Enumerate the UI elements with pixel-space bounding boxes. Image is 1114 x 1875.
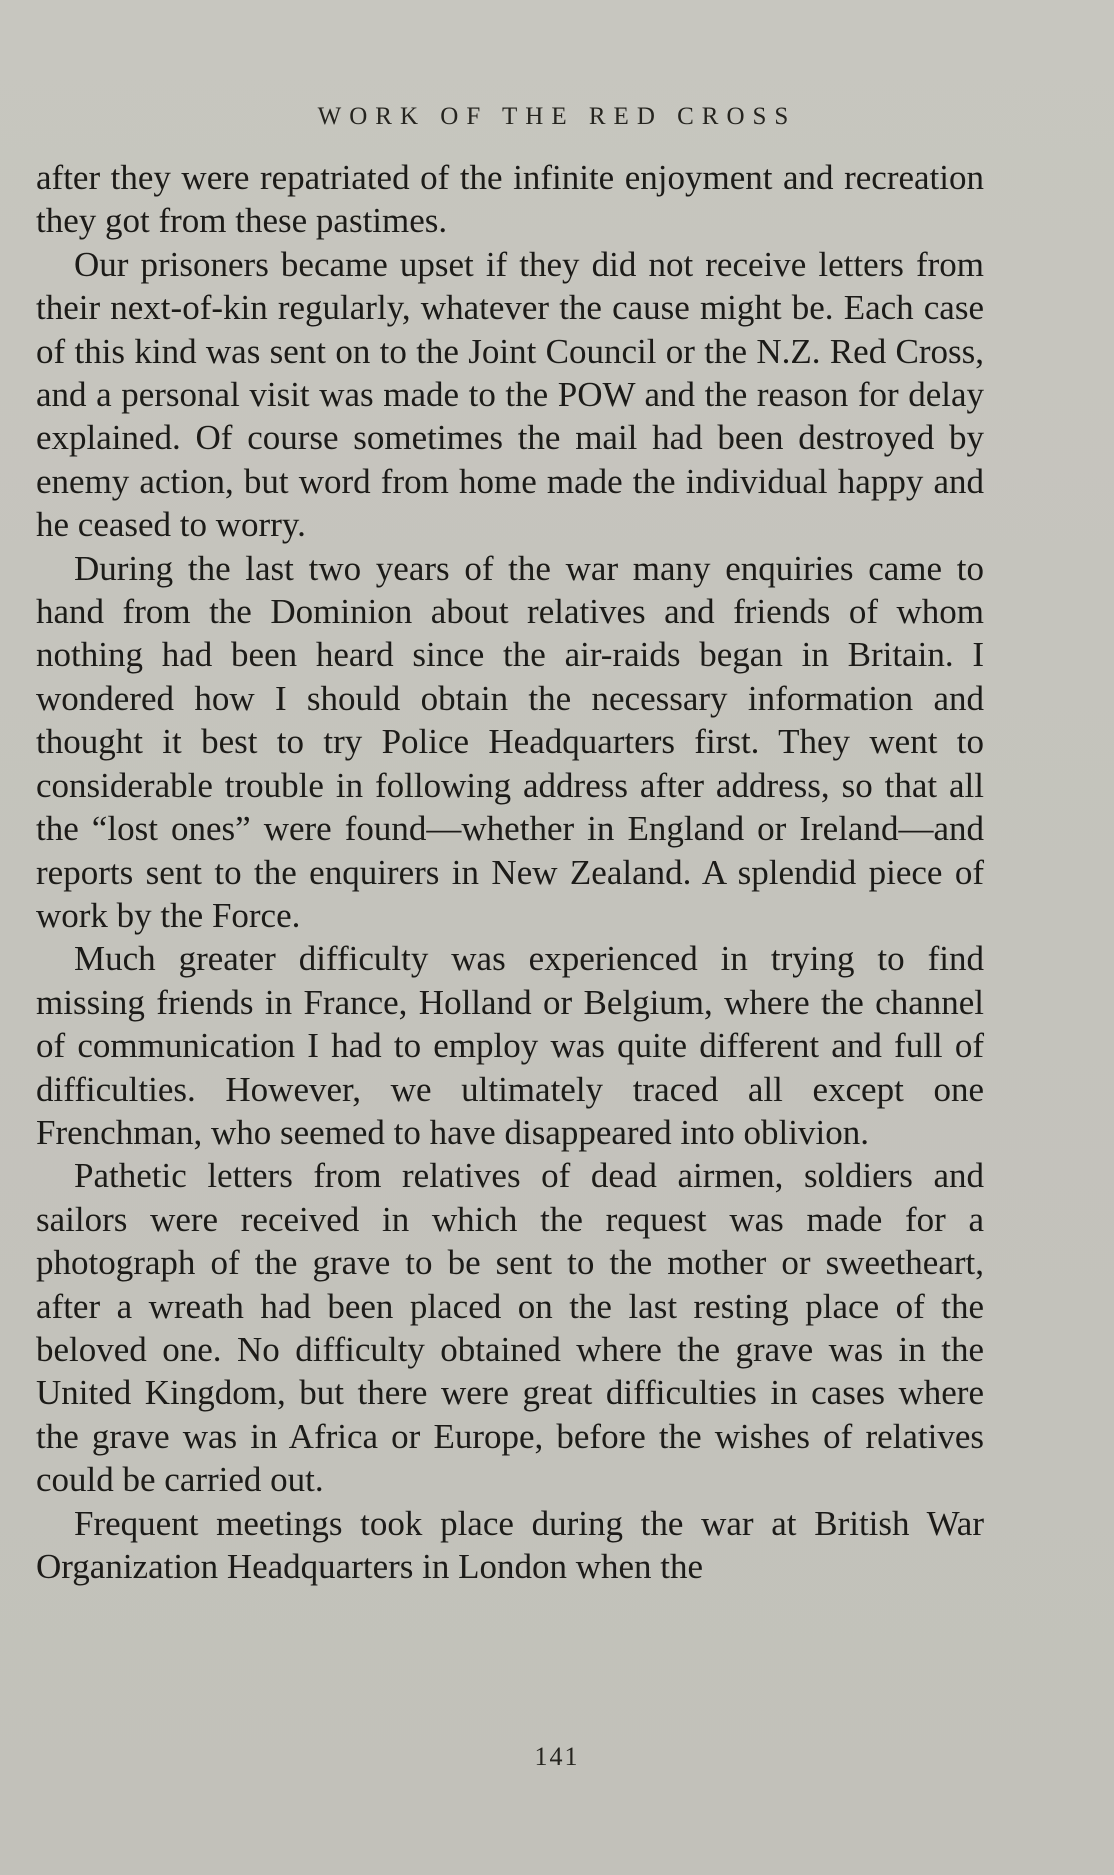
- paragraph-meetings: Frequent meetings took place during the war at British War Organization Headquarters in London when the: [36, 1503, 984, 1586]
- paragraph-prisoner-letters: Our prisoners became upset if they did not receive letters from their next-of-kin regularly, whatever the cause might be. Each case of this kind was sent on to the Joint Council or the N.Z. Red Cross, and a personal visit was made to the POW and the reason for delay explained. Of course sometimes the mail had been destroyed by enemy action, but word from home made the individual happy and he ceased to worry.: [36, 244, 984, 545]
- body-text: [36, 156, 984, 1588]
- paragraph-enquiries: During the last two years of the war many enquiries came to hand from the Dominion about relatives and friends of whom nothing had been heard since the air-raids began in Britain. I wondered how I should obtain the necessary information and thought it best to try Police Headquarters first. They went to considerable trouble in following address after address, so that all the “lost ones” were found—whether in England or Ireland—and reports sent to the enquirers in New Zealand. A splendid piece of work by the Force.: [36, 548, 984, 935]
- paragraph-continuation: after they were repatriated of the infinite enjoyment and recreation they got from these pastimes.: [36, 158, 984, 241]
- paragraph-missing-friends: Much greater difficulty was experienced in trying to find missing friends in France, Holland or Belgium, where the channel of communication I had to employ was quite different and full of difficulties. However, we ultimately traced all except one Frenchman, who seemed to have disappeared into oblivion.: [36, 939, 984, 1152]
- page-number: 141: [534, 1742, 580, 1771]
- running-head: WORK OF THE RED CROSS: [317, 103, 797, 130]
- paragraph-grave-photographs: Pathetic letters from relatives of dead airmen, soldiers and sailors were received in which the request was made for a photograph of the grave to be sent to the mother or sweetheart, after a wreath had been placed on the last resting place of the beloved one. No difficulty obtained where the grave was in the United Kingdom, but there were great difficulties in cases where the grave was in Africa or Europe, before the wishes of relatives could be carried out.: [36, 1156, 984, 1500]
